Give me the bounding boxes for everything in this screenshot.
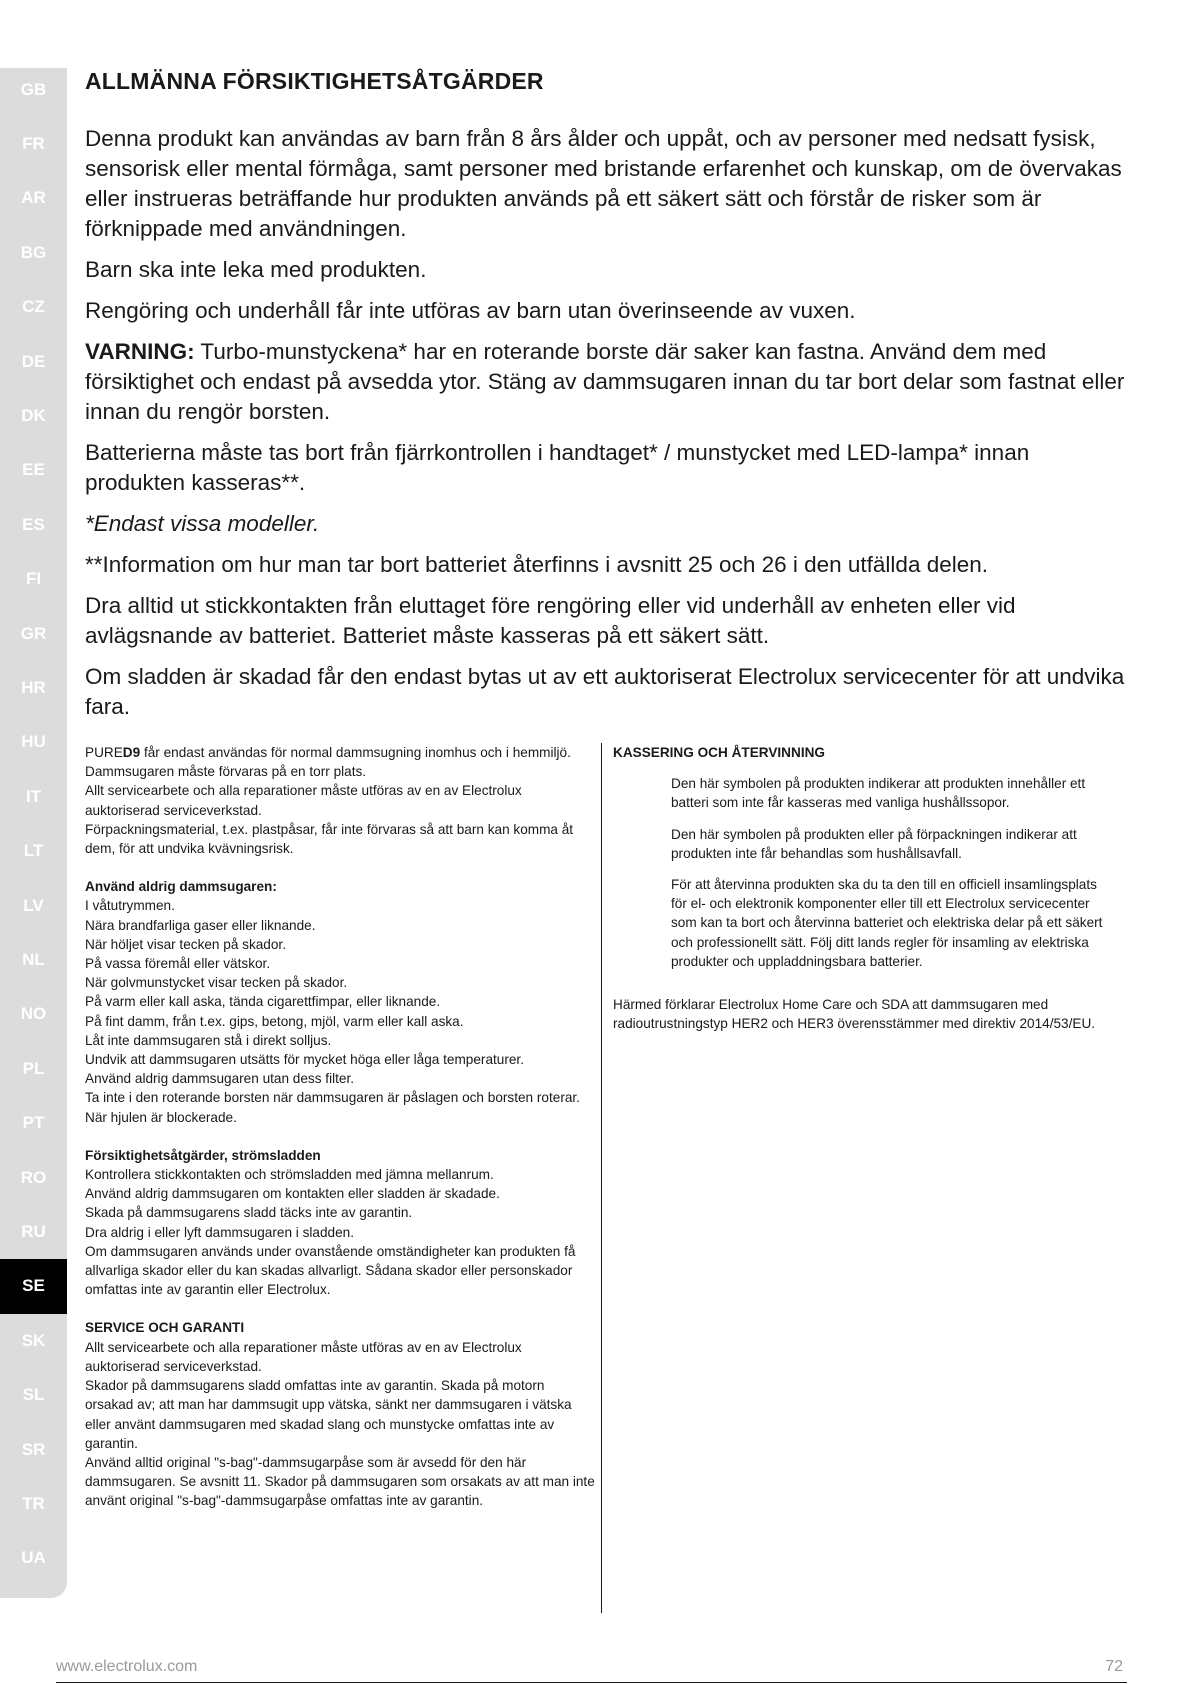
recycle-block	[613, 875, 1113, 971]
conformity-declaration: Härmed förklarar Electrolux Home Care och SDA att dammsugaren med radioutrustningstyp HER2 och HER3 överensstämmer med direktiv 2014/53/EU.	[613, 997, 1096, 1032]
never-use-item: I våtutrymmen.	[85, 898, 175, 914]
language-tab-bg[interactable]: BG	[20, 242, 47, 262]
intro-paragraph: **Information om hur man tar bort batteriet återfinns i avsnitt 25 och 26 i den utfällda delen.	[85, 552, 989, 577]
cord-item: Använd aldrig dammsugaren om kontakten eller sladden är skadade.	[85, 1186, 500, 1202]
language-tab-gb[interactable]: GB	[20, 79, 47, 99]
cord-item: Om dammsugaren används under ovanstående omständigheter kan produkten få allvarliga skador eller du kan skadas allvarligt. Sådana skador eller personskador omfattas inte av garantin eller Electrolux.	[85, 1243, 576, 1298]
right-column	[613, 743, 1113, 1033]
warning-paragraph	[85, 337, 1125, 427]
usage-text: får endast användas för normal dammsugning inomhus och i hemmiljö. Dammsugaren måste förvaras på en torr plats.	[85, 745, 571, 780]
page-number: 72	[1105, 1658, 1123, 1675]
product-name-prefix: PURE	[85, 745, 123, 760]
language-tab-es[interactable]: ES	[22, 514, 45, 534]
product-name-model: D9	[122, 745, 141, 760]
disposal-heading: KASSERING OCH ÅTERVINNING	[613, 745, 825, 760]
never-use-list	[85, 896, 595, 1126]
never-use-item: Ta inte i den roterande borsten när dammsugaren är påslagen och borsten roterar.	[85, 1090, 580, 1106]
cord-item: Kontrollera stickkontakten och strömsladden med jämna mellanrum.	[85, 1167, 494, 1183]
never-use-item: När höljet visar tecken på skador.	[85, 936, 286, 952]
never-use-item: När golvmunstycket visar tecken på skador.	[85, 975, 348, 991]
cord-list	[85, 1165, 595, 1299]
language-tab-de[interactable]: DE	[21, 351, 46, 371]
language-tab-tr[interactable]: TR	[22, 1493, 45, 1513]
language-tab-se[interactable]: SE	[0, 1259, 67, 1314]
intro-paragraph: Batterierna måste tas bort från fjärrkontrollen i handtaget* / munstycket med LED-lampa* innan produkten kasseras**.	[85, 440, 1030, 495]
weee-symbol-text: Den här symbolen på produkten eller på förpackningen indikerar att produkten inte får behandlas som hushållsavfall.	[671, 826, 1077, 861]
intro-paragraph: Om sladden är skadad får den endast bytas ut av ett auktoriserat Electrolux servicecenter för att undvika fara.	[85, 664, 1125, 719]
language-tab-pl[interactable]: PL	[22, 1058, 45, 1078]
language-tab-lv[interactable]: LV	[23, 895, 44, 915]
page-title: ALLMÄNNA FÖRSIKTIGHETSÅTGÄRDER	[85, 68, 544, 94]
service-item: Allt servicearbete och alla reparationer måste utföras av en av Electrolux auktoriserad serviceverkstad.	[85, 1339, 522, 1374]
never-use-item: Nära brandfarliga gaser eller liknande.	[85, 917, 316, 933]
recycle-text: För att återvinna produkten ska du ta den till en officiell insamlingsplats för el- och elektronik komponenter eller till ett Electrolux servicecenter som kan ta bort och återvinna batteriet och elektriska delar på ett säkert och professionellt sätt. Följ ditt lands regler för insamling av elektriska produkter och uppladdningsbara batterier.	[671, 877, 1103, 969]
language-tab-ro[interactable]: RO	[20, 1167, 47, 1187]
usage-paragraph: Förpackningsmaterial, t.ex. plastpåsar, får inte förvaras så att barn kan komma åt dem, för att undvika kvävningsrisk.	[85, 821, 574, 857]
never-use-item: Använd aldrig dammsugaren utan dess filter.	[85, 1071, 355, 1087]
language-tab-pt[interactable]: PT	[22, 1113, 45, 1133]
battery-symbol-block	[613, 774, 1113, 812]
language-tab-ua[interactable]: UA	[21, 1548, 46, 1568]
column-divider	[601, 743, 602, 1613]
recycle-spacer	[613, 875, 671, 971]
intro-paragraph: Barn ska inte leka med produkten.	[85, 257, 427, 282]
cord-item: Dra aldrig i eller lyft dammsugaren i sladden.	[85, 1224, 354, 1240]
usage-paragraph: Allt servicearbete och alla reparationer måste utföras av en av Electrolux auktoriserad serviceverkstad.	[85, 783, 522, 818]
left-column	[85, 743, 595, 1511]
language-tab-fr[interactable]: FR	[22, 133, 45, 153]
language-tab-fi[interactable]: FI	[25, 569, 42, 589]
language-tab-lt[interactable]: LT	[23, 841, 44, 861]
service-heading: SERVICE OCH GARANTI	[85, 1320, 245, 1336]
language-tab-ar[interactable]: AR	[21, 188, 46, 208]
model-note: *Endast vissa modeller.	[85, 511, 320, 536]
never-use-item: Undvik att dammsugaren utsätts för mycket höga eller låga temperaturer.	[85, 1052, 524, 1068]
battery-bin-icon	[613, 774, 671, 812]
language-tab-hr[interactable]: HR	[21, 677, 46, 697]
cord-item: Skada på dammsugarens sladd täcks inte av garantin.	[85, 1205, 413, 1221]
usage-paragraph	[85, 743, 595, 781]
never-use-heading: Använd aldrig dammsugaren:	[85, 879, 277, 895]
never-use-item: Låt inte dammsugaren stå i direkt solljus.	[85, 1032, 332, 1048]
footer-url[interactable]: www.electrolux.com	[56, 1658, 198, 1675]
language-tab-hu[interactable]: HU	[21, 732, 46, 752]
language-tab-bar	[0, 68, 67, 1598]
service-list	[85, 1338, 595, 1511]
language-tab-sl[interactable]: SL	[22, 1385, 45, 1405]
weee-symbol-block	[613, 825, 1113, 863]
service-item: Använd alltid original "s-bag"-dammsugarpåse som är avsedd för den här dammsugaren. Se avsnitt 11. Skador på dammsugaren som orsakats av att man inte använt original "s-bag"-dammsugarpåse omfattas inte av garantin.	[85, 1454, 595, 1509]
weee-bin-icon	[613, 825, 671, 863]
language-tab-sr[interactable]: SR	[21, 1439, 46, 1459]
never-use-item: På fint damm, från t.ex. gips, betong, mjöl, varm eller kall aska.	[85, 1013, 464, 1029]
battery-symbol-text: Den här symbolen på produkten indikerar att produkten innehåller ett batteri som inte får kasseras med vanliga hushållssopor.	[671, 776, 1086, 811]
never-use-item: På varm eller kall aska, tända cigarettfimpar, eller liknande.	[85, 994, 441, 1010]
service-item: Skador på dammsugarens sladd omfattas inte av garantin. Skada på motorn orsakad av; att man har dammsugit upp vätska, sänkt ner dammsugaren i vätska eller använt dammsugaren med skadad slang och munstycke omfattas inte av garantin.	[85, 1378, 572, 1451]
intro-paragraph: Rengöring och underhåll får inte utföras av barn utan överinseende av vuxen.	[85, 298, 856, 323]
language-tab-nl[interactable]: NL	[22, 949, 45, 969]
warning-label: VARNING:	[85, 339, 195, 364]
language-tab-ee[interactable]: EE	[22, 460, 45, 480]
warning-text: Turbo-munstyckena* har en roterande borste där saker kan fastna. Använd dem med försiktighet och endast på avsedda ytor. Stäng av dammsugaren innan du tar bort delar som fastnat eller innan du rengör borsten.	[85, 339, 1125, 424]
never-use-item: På vassa föremål eller vätskor.	[85, 956, 271, 972]
intro-paragraph: Dra alltid ut stickkontakten från eluttaget före rengöring eller vid underhåll av enheten eller vid avlägsnande av batteriet. Batteriet måste kasseras på ett säkert sätt.	[85, 593, 1016, 648]
language-tab-dk[interactable]: DK	[21, 405, 46, 425]
language-tab-gr[interactable]: GR	[20, 623, 47, 643]
language-tab-it[interactable]: IT	[25, 786, 42, 806]
language-tab-no[interactable]: NO	[20, 1004, 47, 1024]
cord-heading: Försiktighetsåtgärder, strömsladden	[85, 1147, 321, 1163]
language-tab-sk[interactable]: SK	[21, 1330, 46, 1350]
language-tab-ru[interactable]: RU	[21, 1221, 46, 1241]
footer-rule	[56, 1682, 1127, 1683]
intro-paragraph: Denna produkt kan användas av barn från 8 års ålder och uppåt, och av personer med nedsatt fysisk, sensorisk eller mental förmåga, samt personer med bristande erfarenhet och kunskap, om de övervakas eller instrueras beträffande hur produkten används på ett säkert sätt och förstår de risker som är förknippade med användningen.	[85, 126, 1122, 241]
safety-intro	[85, 124, 1125, 733]
language-tab-cz[interactable]: CZ	[22, 297, 45, 317]
never-use-item: När hjulen är blockerade.	[85, 1109, 237, 1125]
